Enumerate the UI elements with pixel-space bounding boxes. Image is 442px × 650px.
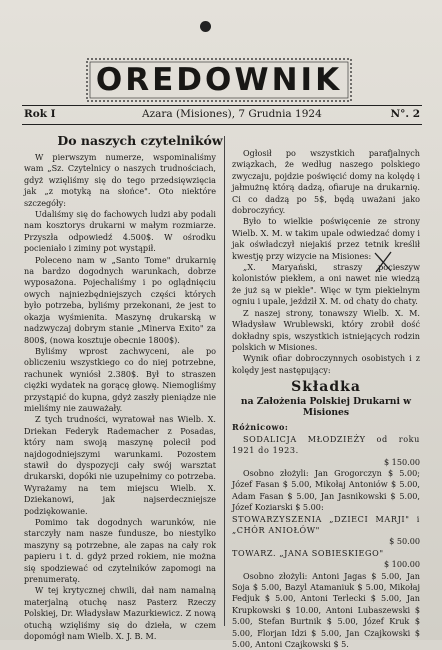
skladka-title: Składka (291, 379, 361, 396)
punch-hole (200, 21, 211, 32)
donation-entry: STOWARZYSZENIA „DZIECI MARJI" i „CHÓR ANIOŁÓW" (232, 513, 420, 535)
donation-amount: $ 100.00 (383, 559, 420, 570)
paragraph: Było to wielkie poświęcenie ze strony Wielb. X. M. w takim upale odwiedzać domy i jak ośwładczył niejakiś przez tetnik kreślił kwestję przy wizycie na Misiones: (232, 216, 420, 261)
donation-amount: $ 50.00 (389, 536, 420, 547)
masthead-title: OREDOWNIK (95, 62, 343, 98)
donation-amount: $ 150.00 (383, 456, 420, 467)
masthead (86, 58, 352, 102)
paragraph: Byliśmy wprost zachwyceni, ale po obliczeniu wszystkiego co do niej potrzebne, rachunek wyniósł 2.380$. Był to straszen ciężki wydatek na gorącę głowę. Niemogliśmy przystąpić do kupna, gdyż zaszły pieniądze nie mieliśmy nie zauważały. (24, 345, 216, 413)
top-rule (22, 105, 422, 106)
donation-entry: SODALICJA MŁODZIEŻY od roku 1921 do 1923. (232, 433, 420, 456)
issue-number: N°. 2 (390, 108, 420, 120)
dateline (24, 108, 420, 122)
paragraph: W tej krytycznej chwili, dał nam namalną materjalną otuchę nasz Pasterz Rzeczy Polskiej, Dr. Władysław Mazurkiewicz. Z nową otuchą wzięliśmy się do dzieła, w czem dopomógł nam Wielb. X. J. B. M. (24, 585, 216, 642)
paragraph: Poleceno nam w „Santo Tome" drukarnię na bardzo dogodnych warunkach, dobrze wyposażona. Pojechaliśmy i po oglądnięciu owych najniezbędniejszych części których było potrzeba, byliśmy przekonani, że jest to okazja wyśmienita. Maszynę drukarską w nadzwyczaj dobrym stanie „Minerva Exito" za 800$, (nowa kosztuje obecnie 1800$). (24, 254, 216, 345)
rozne-label: Różnicowo: (232, 422, 289, 433)
place-date: Azara (Misiones), 7 Grudnia 1924 (142, 108, 322, 120)
donation-entry: TOWARZ. „JANA SOBIESKIEGO" (232, 547, 384, 558)
right-column (232, 148, 420, 650)
donation-entry: Osobno złożyli: Antoni Jagas $ 5.00, Jan Soja $ 5.00, Bazyl Atamaniuk $ 5.00, Mikołaj Fedjuk $ 5.00, Antoni Terlecki $ 5.00, Jan Krupkowski $ 10.00, Antoni Lubaszewski $ 5.00, Stefan Burtnik $ 5.00, Józef Kruk $ 5.00, Florjan Idzi $ 5.00, Jan Czajkowski $ 5.00, Antoni Czajkowski $ 5. (232, 570, 420, 650)
paragraph: Ogłosił po wszystkich parafjalnych związkach, że według naszego polskiego zwyczaju, pojdzie poświęcić domy na kolędę i jałmużnę którą dadzą, ofiaruje na drukarnię. Ci co dadzą po 5$, będą uważani jako dobroczyńcy. (232, 148, 420, 216)
handwritten-x-mark (372, 250, 394, 274)
issue-label: Rok I (24, 108, 56, 120)
left-column (24, 152, 216, 642)
skladka-subtitle: na Założenia Polskiej Drukarni w Misiones (240, 395, 412, 418)
paragraph: Z naszej strony, tonawszy Wielb. X. M. Władysław Wrublewski, który zrobił dość dokładny spis, wszystkich istniejących rodzin polskich w Misiones. (232, 307, 420, 352)
column-divider (224, 136, 225, 626)
article-heading: Do naszych czytelników (57, 133, 223, 148)
paragraph: Pomimo tak dogodnych warunków, nie starczyły nam nasze fundusze, bo niestylko maszyny są potrzebne, ale zapas na cały rok papieru i t. d. gdyż przed rokiem, nie można się spodziewać od czytelników zapomogi na prenumeratę. (24, 517, 216, 585)
donation-entry: Osobno złożyli: Jan Grogorczyn $ 5.00; Józef Fasan $ 5.00, Mikołaj Antoniów $ 5.00, Adam Fasan $ 5.00, Jan Jasnikowski $ 5.00, Józef Koziarski $ 5.00: (232, 467, 420, 513)
paragraph: „X. Maryański, straszy pocieszyw kolonistów piekłem, a oni nawet nie wiedzą że już są w piekle". Więc w tym piekielnym ogniu i upale, jeździł X. M. od chaty do chaty. (232, 262, 420, 307)
paragraph: Udaliśmy się do fachowych ludzi aby podali nam kosztorys drukarni w małym rozmiarze. Przyszła odpowiedź 4.500$. W ośrodku pocieniało i ziminy pot wystąpił. (24, 209, 216, 254)
bottom-rule (22, 124, 422, 125)
paragraph: W pierwszym numerze, wspominaliśmy wam „Sz. Czytelnicy o naszych trudnościach, gdyż wzięliśmy się do tego przedsięwzięcia jak „z motyką na słońce". Oto niektóre szczegóły: (24, 152, 216, 208)
paragraph: Z tych trudności, wyratował nas Wielb. X. Driekan Federyk Rademacher z Posadas, który nam swoją maszynę polecił pod najdogodniejszymi warunkami. Pozostem stawił do dyspozycji cały swój warsztat drukarski, dopóki nie uzupełnimy co potrzeba. Wyrażamy na tem miejscu Wielb. X. Dziekanowi, jak najserdeczniejsze podziękowanie. (24, 414, 216, 516)
paragraph: Wynik ofiar dobroczynnych osobistych i z kolędy jest następujący: (232, 353, 420, 375)
